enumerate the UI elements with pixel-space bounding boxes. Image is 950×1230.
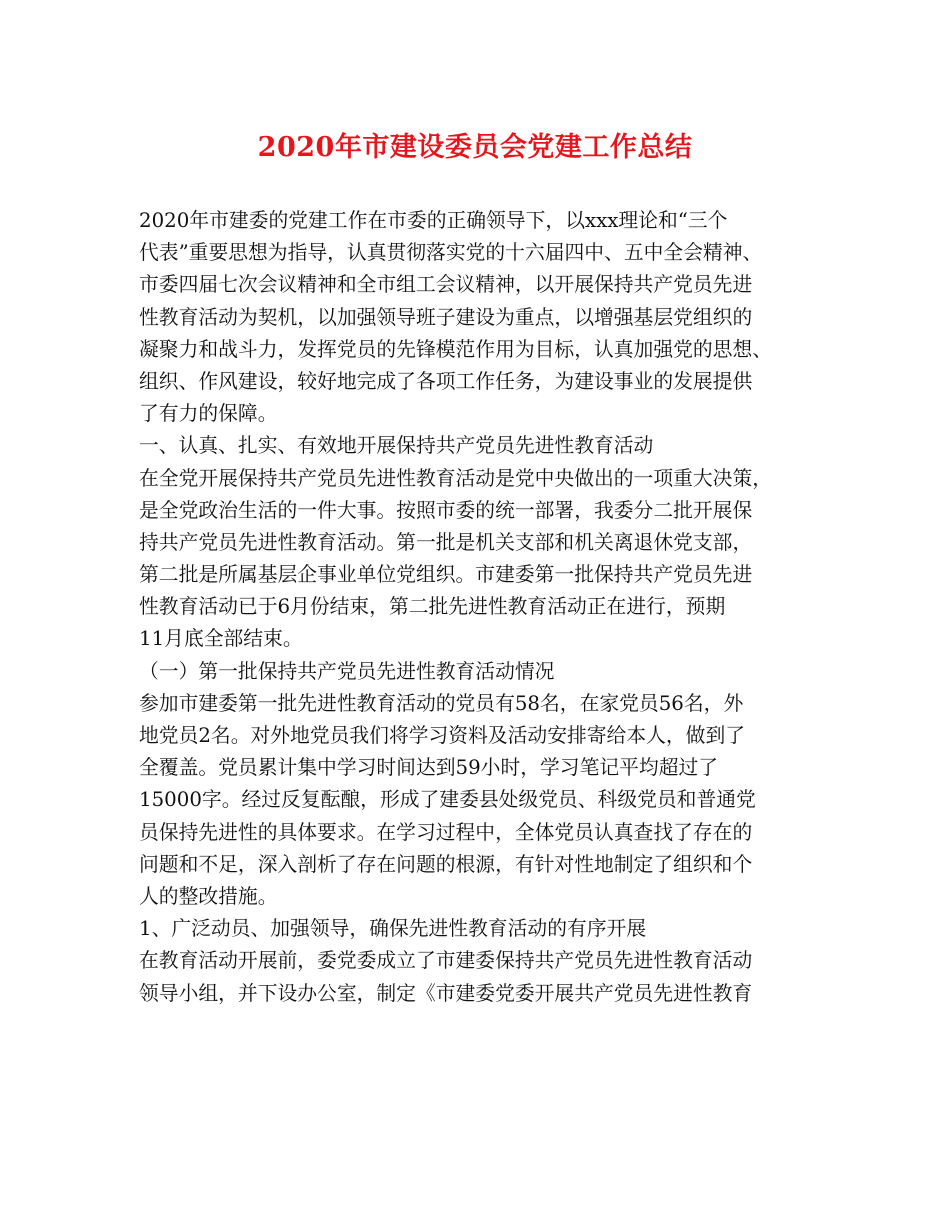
text-line: 代表”重要思想为指导，认真贯彻落实党的十六届四中、五中全会精神、 — [139, 241, 763, 265]
text-line: 11月底全部结束。 — [139, 627, 303, 651]
document-title: 2020年市建设委员会党建工作总结 — [257, 132, 693, 163]
text-line: 人的整改措施。 — [139, 884, 278, 908]
text-line: 1、广泛动员、加强领导，确保先进性教育活动的有序开展 — [139, 917, 647, 941]
text-line: 凝聚力和战斗力，发挥党员的先锋模范作用为目标，认真加强党的思想、 — [139, 337, 773, 361]
text-line: 了有力的保障。 — [139, 402, 278, 426]
text-line: 持共产党员先进性教育活动。第一批是机关支部和机关离退休党支部， — [139, 530, 753, 554]
text-line: 地党员2名。对外地党员我们将学习资料及活动安排寄给本人，做到了 — [139, 724, 746, 747]
text-line: 在全党开展保持共产党员先进性教育活动是党中央做出的一项重大决策， — [139, 466, 773, 490]
text-line: 在教育活动开展前，委党委成立了市建委保持共产党员先进性教育活动 — [139, 949, 753, 973]
text-line: 市委四届七次会议精神和全市组工会议精神，以开展保持共产党员先进 — [139, 273, 753, 297]
text-line: 15000字。经过反复酝酿，形成了建委县处级党员、科级党员和普通党 — [139, 788, 756, 812]
text-line: 一、认真、扎实、有效地开展保持共产党员先进性教育活动 — [139, 434, 654, 458]
document-body — [139, 205, 819, 1010]
text-line: 参加市建委第一批先进性教育活动的党员有58名，在家党员56名，外 — [139, 691, 744, 715]
text-line: （一）第一批保持共产党员先进性教育活动情况 — [139, 659, 555, 683]
text-line: 组织、作风建设，较好地完成了各项工作任务，为建设事业的发展提供 — [139, 369, 753, 393]
text-line: 性教育活动为契机，以加强领导班子建设为重点，以增强基层党组织的 — [139, 305, 753, 329]
text-line: 全覆盖。党员累计集中学习时间达到59小时，学习笔记平均超过了 — [139, 756, 719, 780]
text-line: 问题和不足，深入剖析了存在问题的根源，有针对性地制定了组织和个 — [139, 852, 753, 876]
text-line: 2020年市建委的党建工作在市委的正确领导下，以xxx理论和“三个 — [139, 209, 728, 232]
text-line: 第二批是所属基层企事业单位党组织。市建委第一批保持共产党员先进 — [139, 563, 753, 587]
text-line: 领导小组，并下设办公室，制定《市建委党委开展共产党员先进性教育 — [139, 981, 753, 1005]
text-line: 员保持先进性的具体要求。在学习过程中，全体党员认真查找了存在的 — [139, 820, 753, 844]
text-line: 性教育活动已于6月份结束，第二批先进性教育活动正在进行，预期 — [139, 595, 726, 619]
text-line: 是全党政治生活的一件大事。按照市委的统一部署，我委分二批开展保 — [139, 498, 753, 522]
